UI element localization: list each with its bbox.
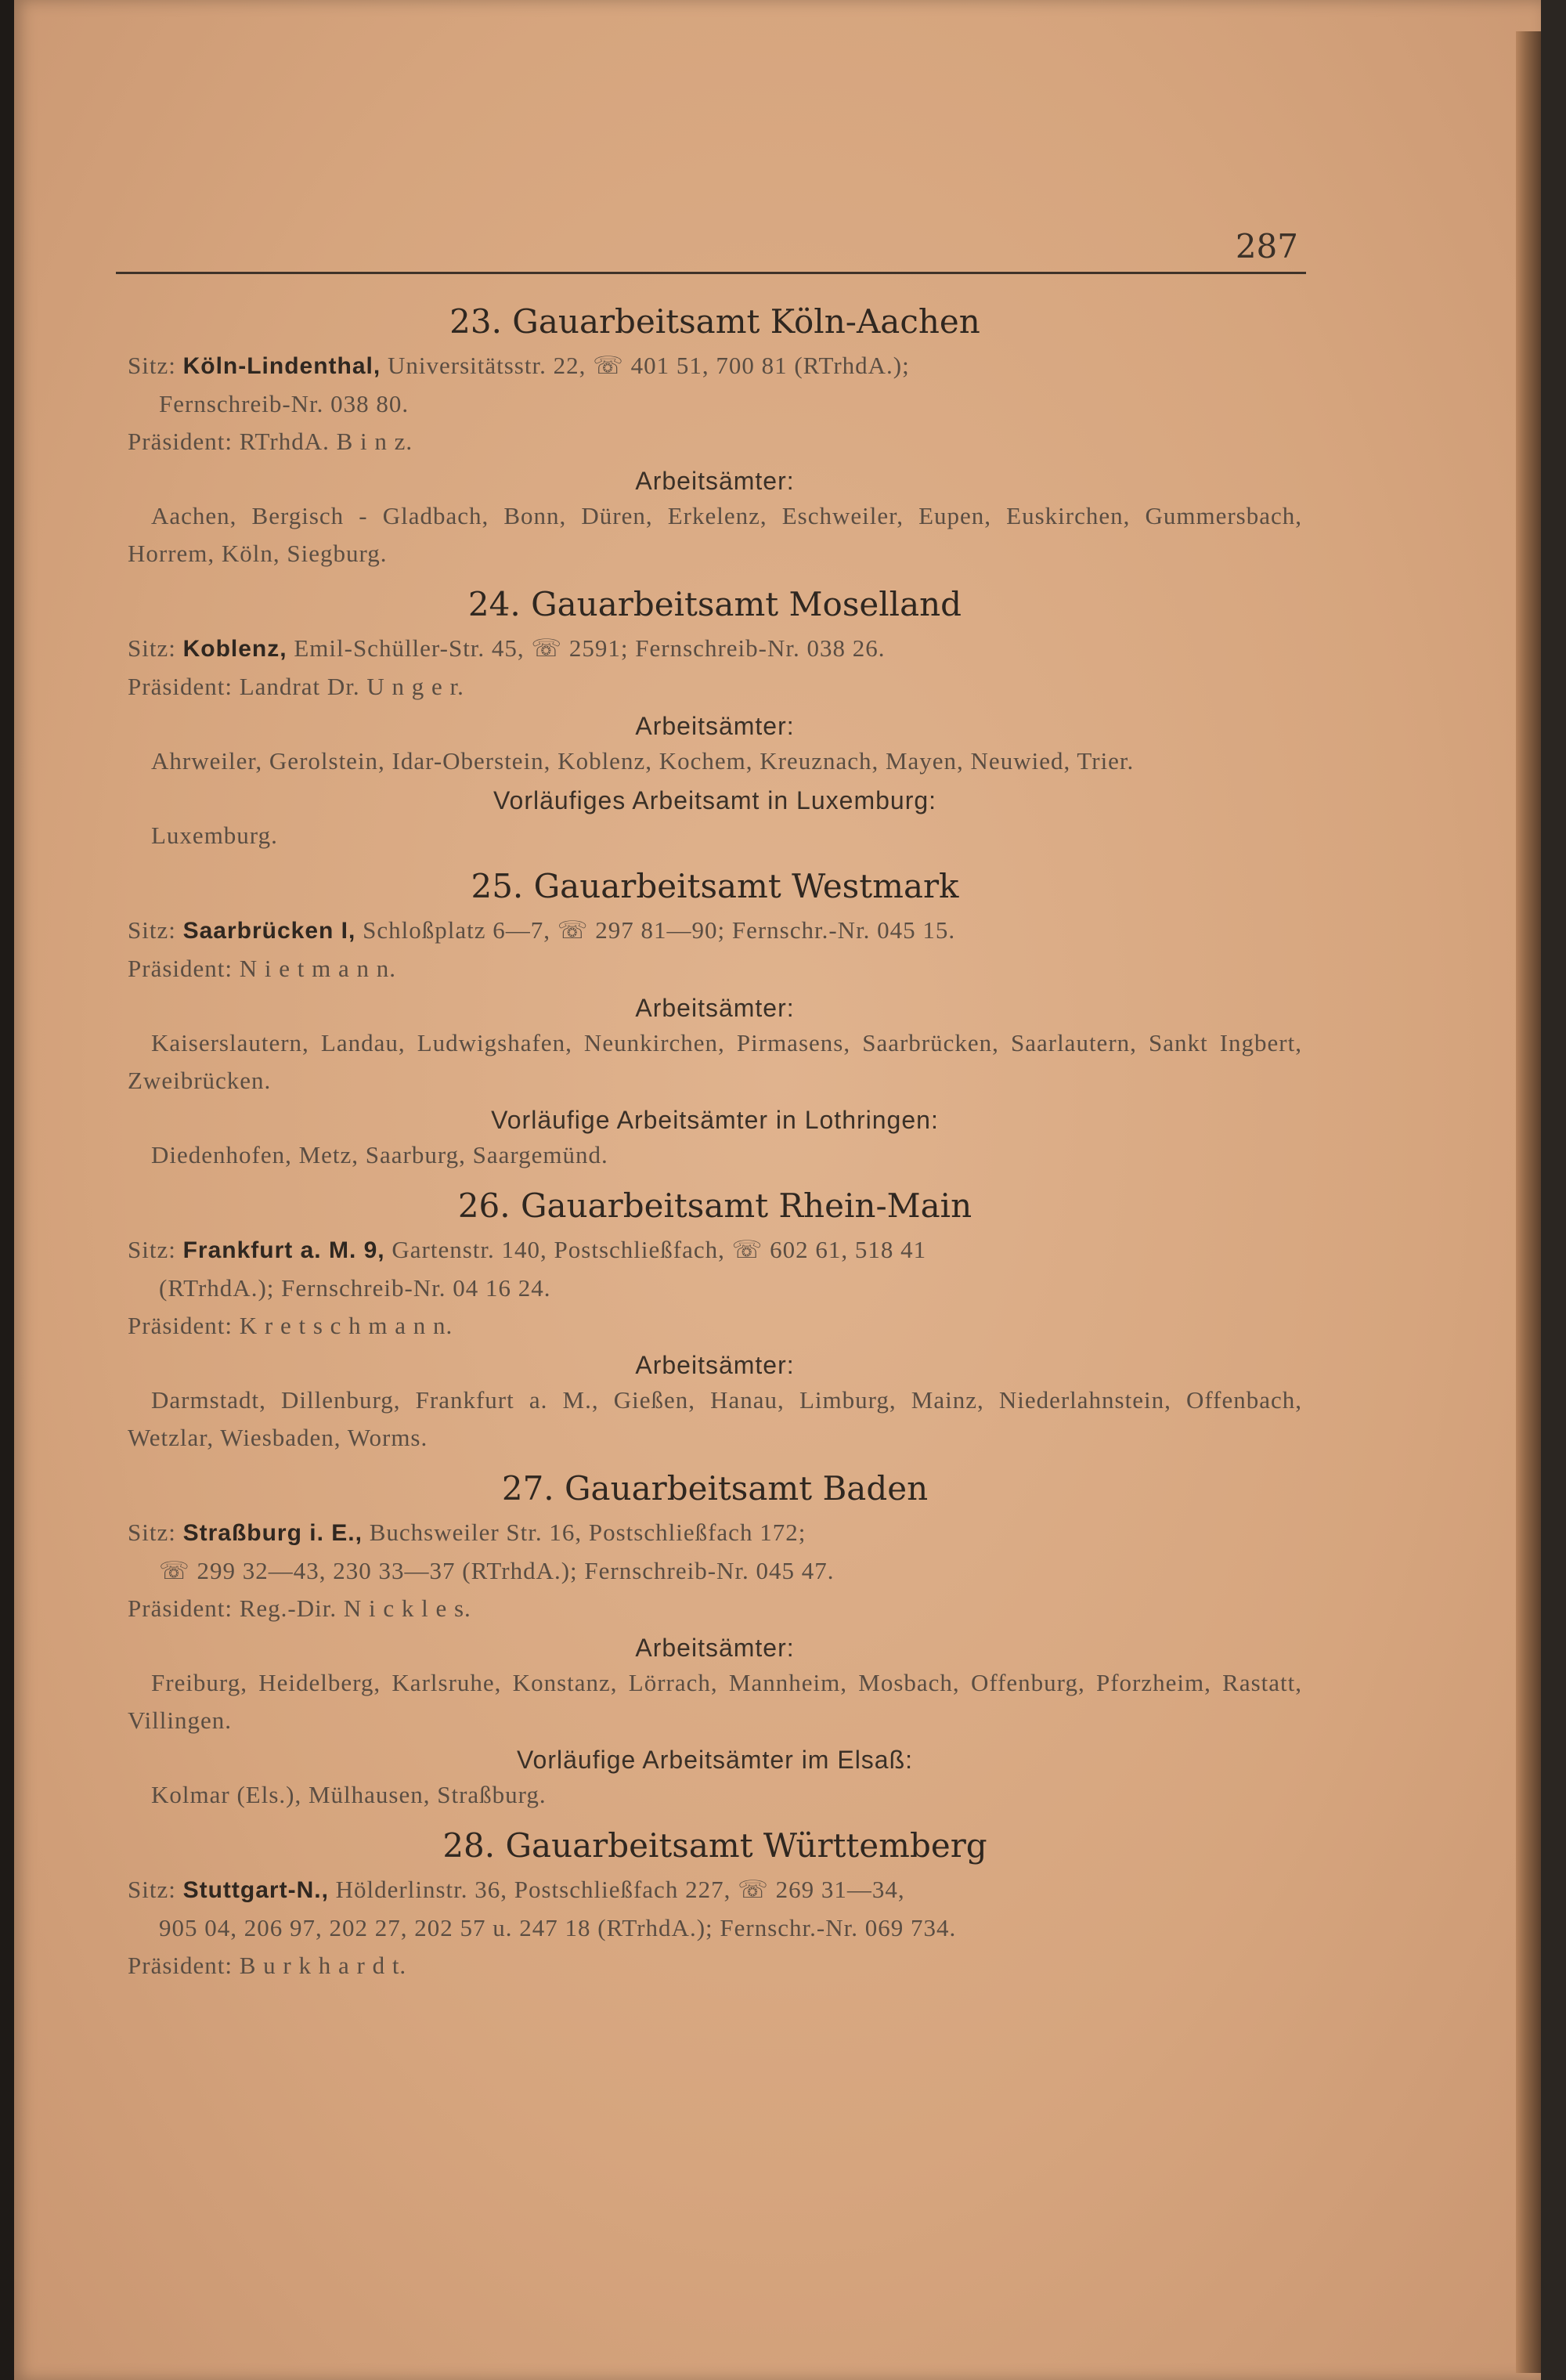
seat-address: Emil-Schüller-Str. 45, ☏ 2591; Fernschreib-Nr. 038 26. <box>294 634 886 662</box>
offices-list: Freiburg, Heidelberg, Karlsruhe, Konstanz, Lörrach, Mannheim, Mosbach, Offenburg, Pforzheim, Rastatt, Villingen. <box>128 1669 1302 1734</box>
seat-label: Sitz: <box>128 1876 176 1903</box>
seat-line <box>128 630 1302 668</box>
offices-heading: Arbeitsämter: <box>635 712 795 740</box>
offices-list: Darmstadt, Dillenburg, Frankfurt a. M., Gießen, Hanau, Limburg, Mainz, Niederlahnstein, Offenbach, Wetzlar, Wiesbaden, Worms. <box>128 1386 1302 1451</box>
seat-continuation: Fernschreib-Nr. 038 80. <box>159 390 410 417</box>
offices-heading: Arbeitsämter: <box>635 994 795 1022</box>
section-westmark <box>128 867 1302 1174</box>
seat-line <box>128 1231 1302 1269</box>
section-koeln-aachen <box>128 302 1302 572</box>
page-header <box>116 219 1306 274</box>
section-moselland <box>128 585 1302 854</box>
seat-city: Koblenz, <box>182 636 287 662</box>
section-title: 26. Gauarbeitsamt Rhein-Main <box>457 1186 972 1225</box>
president-line: Präsident: B u r k h a r d t. <box>128 1952 407 1979</box>
book-page <box>14 0 1541 2380</box>
seat-continuation: 905 04, 206 97, 202 27, 202 57 u. 247 18 (RTrhdA.); Fernschr.-Nr. 069 734. <box>159 1914 957 1941</box>
book-binding <box>0 0 14 2380</box>
seat-city: Straßburg i. E., <box>182 1520 363 1546</box>
provisional-list: Luxemburg. <box>151 822 278 849</box>
president-line: Präsident: RTrhdA. B i n z. <box>128 428 413 455</box>
seat-label: Sitz: <box>128 352 176 379</box>
provisional-heading: Vorläufige Arbeitsämter im Elsaß: <box>516 1746 914 1774</box>
section-rhein-main <box>128 1186 1302 1457</box>
seat-label: Sitz: <box>128 1236 176 1263</box>
offices-heading: Arbeitsämter: <box>635 467 795 495</box>
provisional-list: Diedenhofen, Metz, Saarburg, Saargemünd. <box>151 1141 608 1168</box>
offices-heading: Arbeitsämter: <box>635 1634 795 1662</box>
page-edge <box>1516 31 1541 2373</box>
provisional-heading: Vorläufiges Arbeitsamt in Luxemburg: <box>493 786 937 814</box>
section-baden <box>128 1469 1302 1814</box>
page-content <box>128 290 1302 1995</box>
seat-address: Universitätsstr. 22, ☏ 401 51, 700 81 (RTrhdA.); <box>387 352 910 379</box>
president-line: Präsident: N i e t m a n n. <box>128 955 396 982</box>
seat-address: Hölderlinstr. 36, Postschließfach 227, ☏ 269 31—34, <box>335 1876 905 1903</box>
offices-list: Aachen, Bergisch - Gladbach, Bonn, Düren, Erkelenz, Eschweiler, Eupen, Euskirchen, Gummersbach, Horrem, Köln, Siegburg. <box>128 502 1302 567</box>
seat-label: Sitz: <box>128 916 176 944</box>
seat-continuation: (RTrhdA.); Fernschreib-Nr. 04 16 24. <box>159 1274 551 1302</box>
president-line: Präsident: K r e t s c h m a n n. <box>128 1312 453 1339</box>
seat-address: Buchsweiler Str. 16, Postschließfach 172; <box>369 1519 806 1546</box>
seat-address: Gartenstr. 140, Postschließfach, ☏ 602 61, 518 41 <box>392 1236 927 1263</box>
section-wuerttemberg <box>128 1826 1302 1985</box>
offices-list: Ahrweiler, Gerolstein, Idar-Oberstein, Koblenz, Kochem, Kreuznach, Mayen, Neuwied, Trier. <box>151 747 1135 775</box>
offices-list: Kaiserslautern, Landau, Ludwigshafen, Neunkirchen, Pirmasens, Saarbrücken, Saarlautern, Sankt Ingbert, Zweibrücken. <box>128 1029 1302 1094</box>
seat-continuation: ☏ 299 32—43, 230 33—37 (RTrhdA.); Fernschreib-Nr. 045 47. <box>159 1557 835 1584</box>
seat-address: Schloßplatz 6—7, ☏ 297 81—90; Fernschr.-Nr. 045 15. <box>363 916 956 944</box>
section-title: 23. Gauarbeitsamt Köln-Aachen <box>449 302 980 341</box>
header-rule <box>116 272 1306 274</box>
seat-line <box>128 912 1302 950</box>
section-title: 24. Gauarbeitsamt Moselland <box>467 585 962 623</box>
seat-city: Stuttgart-N., <box>182 1877 329 1903</box>
seat-line <box>128 1514 1302 1552</box>
seat-line <box>128 347 1302 385</box>
provisional-heading: Vorläufige Arbeitsämter in Lothringen: <box>491 1106 939 1134</box>
page-number: 287 <box>1235 227 1298 265</box>
seat-label: Sitz: <box>128 1519 176 1546</box>
provisional-list: Kolmar (Els.), Mülhausen, Straßburg. <box>151 1781 547 1808</box>
seat-label: Sitz: <box>128 634 176 662</box>
president-line: Präsident: Landrat Dr. U n g e r. <box>128 673 464 700</box>
seat-city: Köln-Lindenthal, <box>182 353 381 379</box>
seat-line <box>128 1871 1302 1909</box>
section-title: 25. Gauarbeitsamt Westmark <box>471 867 959 905</box>
section-title: 28. Gauarbeitsamt Württemberg <box>442 1826 987 1865</box>
president-line: Präsident: Reg.-Dir. N i c k l e s. <box>128 1594 471 1622</box>
seat-city: Saarbrücken I, <box>182 918 356 944</box>
section-title: 27. Gauarbeitsamt Baden <box>501 1469 929 1508</box>
seat-city: Frankfurt a. M. 9, <box>182 1237 385 1263</box>
offices-heading: Arbeitsämter: <box>635 1351 795 1379</box>
